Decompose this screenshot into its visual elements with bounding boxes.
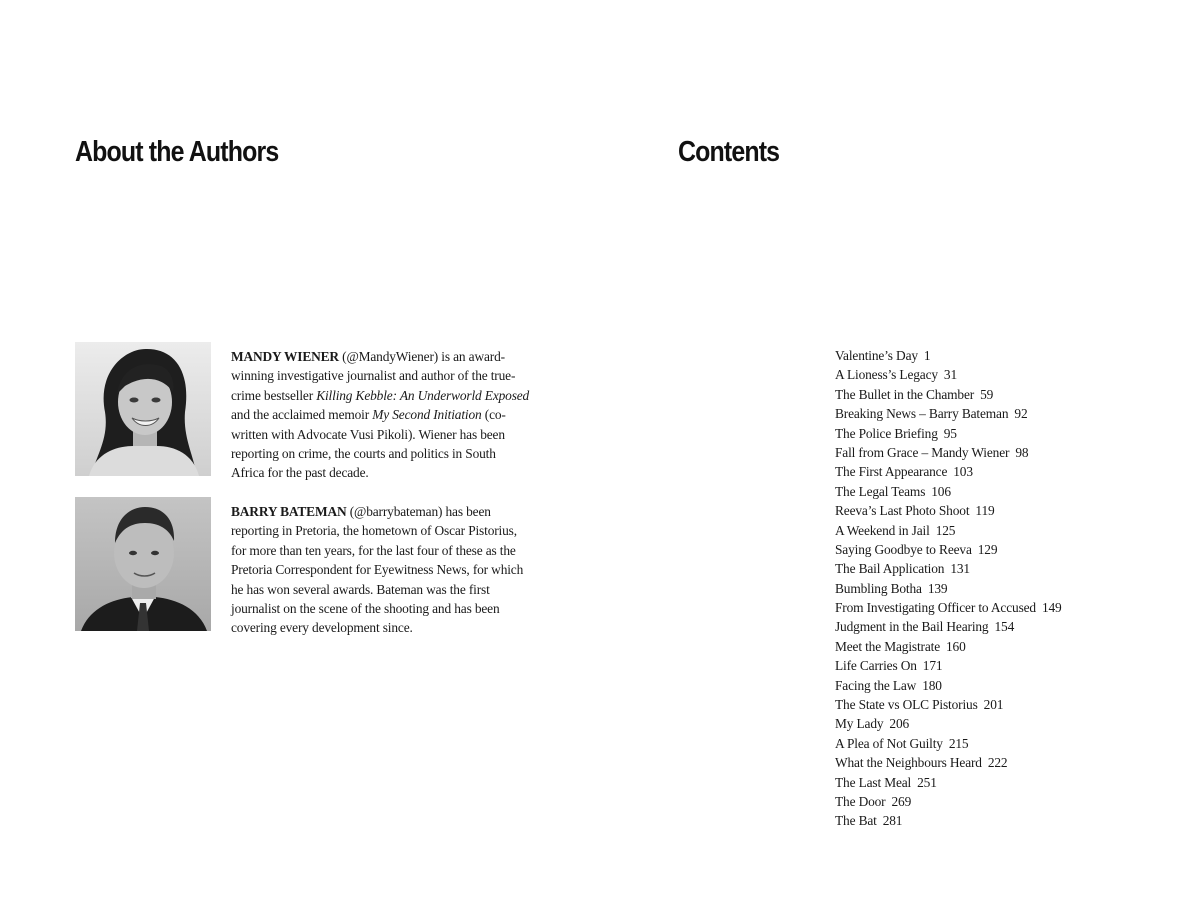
toc-entry-title: Life Carries On	[835, 658, 917, 674]
toc-entry	[835, 579, 1062, 598]
bio-text: and the acclaimed memoir	[231, 407, 373, 423]
toc-entry-title: The State vs OLC Pistorius	[835, 697, 978, 713]
toc-entry-title: Breaking News – Barry Bateman	[835, 406, 1009, 422]
toc-entry	[835, 462, 1062, 481]
toc-entry-page-number: 206	[889, 716, 910, 732]
bio-text: (@barrybateman) has been reporting in Pretoria, the hometown of Oscar Pistorius, for more than ten years, for the last four of these as the Pretoria Correspondent for Eyewitness News, for which he has won several awards. Bateman was the first journalist on the scene of the shooting and has been covering every development since.	[231, 504, 524, 636]
author-bio-mandy-wiener	[231, 347, 531, 483]
toc-entry-title: The Bail Application	[835, 561, 945, 577]
toc-entry	[835, 385, 1062, 404]
toc-entry-title: Fall from Grace – Mandy Wiener	[835, 444, 1010, 460]
toc-entry-page-number: 129	[977, 541, 998, 557]
toc-entry-title: The First Appearance	[835, 464, 948, 480]
about-authors-heading: About the Authors	[75, 136, 279, 168]
toc-entry-page-number: 269	[891, 793, 912, 809]
toc-entry	[835, 792, 1062, 811]
toc-entry-title: A Lioness’s Legacy	[835, 367, 938, 383]
toc-entry-page-number: 154	[994, 619, 1015, 635]
toc-entry-title: Judgment in the Bail Hearing	[835, 619, 989, 635]
toc-entry-title: Saying Goodbye to Reeva	[835, 541, 972, 557]
toc-entry	[835, 598, 1062, 617]
right-page	[600, 0, 1200, 917]
toc-entry	[835, 637, 1062, 656]
toc-entry	[835, 482, 1062, 501]
toc-entry	[835, 559, 1062, 578]
toc-entry-title: Reeva’s Last Photo Shoot	[835, 503, 970, 519]
toc-entry-page-number: 139	[927, 580, 948, 596]
toc-entry-title: The Last Meal	[835, 774, 912, 790]
toc-entry	[835, 540, 1062, 559]
toc-entry-title: The Door	[835, 793, 886, 809]
toc-entry-page-number: 171	[922, 658, 943, 674]
toc-entry-page-number: 95	[943, 425, 957, 441]
toc-entry-page-number: 160	[945, 638, 966, 654]
bio-text: (@MandyWiener) is an award-winning investigative journalist and author of the true-crime bestseller	[231, 349, 516, 403]
table-of-contents	[835, 346, 1062, 831]
book-title: Killing Kebble: An Underworld Exposed	[316, 387, 530, 403]
toc-entry-title: Meet the Magistrate	[835, 638, 940, 654]
toc-entry-page-number: 106	[931, 483, 951, 499]
author-name: MANDY WIENER	[231, 349, 339, 364]
author-photo-barry-bateman	[75, 497, 211, 631]
toc-entry-page-number: 215	[948, 735, 969, 751]
toc-entry-title: Bumbling Botha	[835, 580, 922, 596]
book-title: My Second Initiation	[372, 407, 482, 423]
toc-entry-title: The Legal Teams	[835, 483, 926, 499]
toc-entry-title: A Plea of Not Guilty	[835, 735, 943, 751]
toc-entry	[835, 617, 1062, 636]
toc-entry	[835, 365, 1062, 384]
toc-entry-title: What the Neighbours Heard	[835, 755, 982, 771]
toc-entry-title: The Bat	[835, 813, 877, 829]
toc-entry-page-number: 103	[953, 464, 973, 480]
toc-entry	[835, 656, 1062, 675]
toc-entry-title: Valentine’s Day	[835, 348, 918, 363]
toc-entry-page-number: 92	[1014, 406, 1028, 422]
toc-entry-title: A Weekend in Jail	[835, 522, 930, 538]
toc-entry-title: The Police Briefing	[835, 425, 938, 441]
toc-entry-page-number: 201	[983, 697, 1004, 713]
toc-entry	[835, 501, 1062, 520]
toc-entry-page-number: 222	[987, 755, 1008, 771]
toc-entry	[835, 714, 1062, 733]
author-photo-mandy-wiener	[75, 342, 211, 476]
bio-text: (co-written with Advocate Vusi Pikoli). Wiener has been reporting on crime, the courts and politics in South Africa for the past decade.	[231, 407, 506, 481]
toc-entry	[835, 773, 1062, 792]
toc-entry-page-number: 281	[882, 813, 903, 829]
toc-entry	[835, 676, 1062, 695]
author-name: BARRY BATEMAN	[231, 504, 347, 519]
toc-entry-title: From Investigating Officer to Accused	[835, 600, 1036, 616]
toc-entry-page-number: 149	[1041, 600, 1062, 616]
toc-entry	[835, 443, 1062, 462]
toc-entry	[835, 346, 1062, 365]
toc-entry-page-number: 180	[922, 677, 942, 693]
toc-entry-page-number: 1	[923, 348, 931, 363]
contents-heading: Contents	[678, 136, 780, 168]
toc-entry-page-number: 59	[980, 386, 994, 402]
toc-entry	[835, 424, 1062, 443]
toc-entry-title: The Bullet in the Chamber	[835, 386, 975, 402]
toc-entry	[835, 753, 1062, 772]
toc-entry-title: My Lady	[835, 716, 884, 732]
toc-entry	[835, 734, 1062, 753]
toc-entry	[835, 811, 1062, 830]
toc-entry	[835, 695, 1062, 714]
toc-entry-title: Facing the Law	[835, 677, 917, 693]
author-bio-barry-bateman	[231, 502, 531, 638]
toc-entry-page-number: 31	[943, 367, 958, 383]
toc-entry-page-number: 119	[975, 503, 995, 519]
toc-entry-page-number: 251	[917, 774, 937, 790]
toc-entry	[835, 404, 1062, 423]
toc-entry-page-number: 125	[935, 522, 956, 538]
toc-entry-page-number: 98	[1015, 444, 1029, 460]
toc-entry-page-number: 131	[950, 561, 970, 577]
toc-entry	[835, 521, 1062, 540]
